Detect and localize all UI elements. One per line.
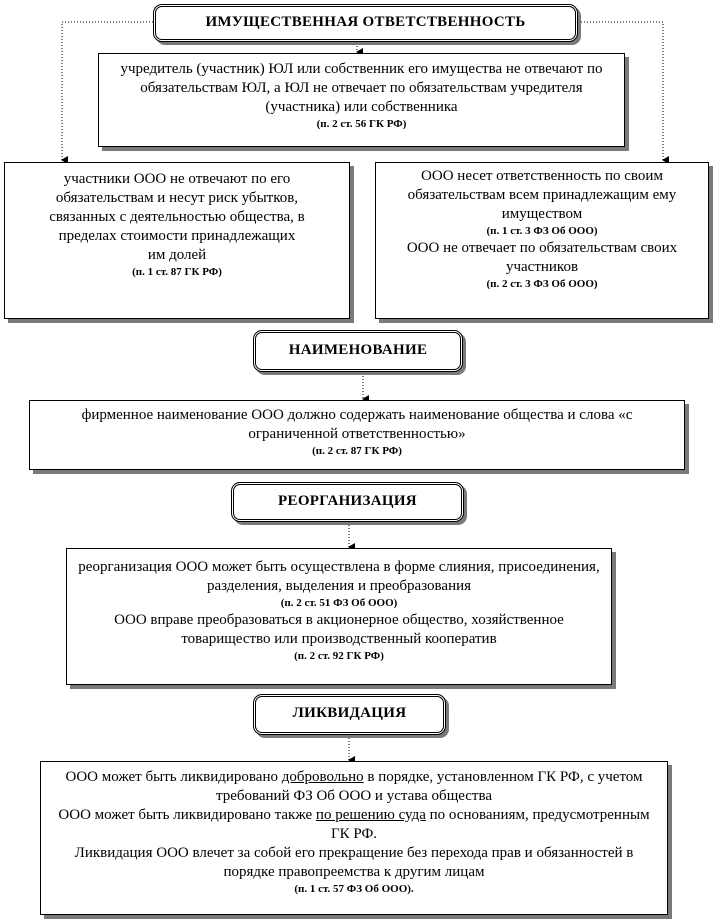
header-liquidation	[253, 694, 446, 735]
liquidation-p2-underlined: по решению суда	[315, 807, 426, 823]
liability-right-ref2: (п. 2 ст. 3 ФЗ Об ООО)	[486, 278, 598, 290]
name-box	[29, 400, 685, 470]
liquidation-p2-a: ООО может быть ликвидировано также	[58, 807, 316, 823]
header-name	[253, 330, 463, 372]
liquidation-ref: (п. 1 ст. 57 ФЗ Об ООО).	[294, 883, 414, 895]
liability-top-box	[98, 53, 625, 147]
liability-right-ref1: (п. 1 ст. 3 ФЗ Об ООО)	[486, 225, 598, 237]
reorganization-ref2: (п. 2 ст. 92 ГК РФ)	[294, 650, 384, 662]
liquidation-p2	[51, 806, 657, 844]
liquidation-p3: Ликвидация ООО влечет за собой его прекращение без перехода прав и обязанностей в порядке правопреемства к другим лицам	[74, 845, 634, 880]
liquidation-p1	[51, 768, 657, 806]
liability-top-ref: (п. 2 ст. 56 ГК РФ)	[316, 118, 407, 130]
reorganization-text1: реорганизация ООО может быть осуществлена в форме слияния, присоединения, разделения, выделения и преобразования	[78, 559, 600, 594]
header-name-title: НАИМЕНОВАНИЕ	[288, 342, 428, 358]
liquidation-p2-b: по основаниям, предусмотренным ГК РФ.	[330, 807, 650, 842]
reorganization-text2: ООО вправе преобразоваться в акционерное общество, хозяйственное товарищество или производственный кооператив	[114, 612, 564, 647]
liability-top-text: учредитель (участник) ЮЛ или собственник его имущества не отвечают по обязательствам ЮЛ, а ЮЛ не отвечает по обязательствам учредителя (участника) или собственника	[120, 61, 603, 115]
liability-left-ref: (п. 1 ст. 87 ГК РФ)	[132, 266, 222, 278]
header-liquidation-title: ЛИКВИДАЦИЯ	[292, 705, 407, 721]
name-ref: (п. 2 ст. 87 ГК РФ)	[312, 445, 402, 457]
header-liability	[153, 4, 578, 42]
liability-left-text: участники ООО не отвечают по его обязательствам и несут риск убытков, связанных с деятельностью общества, в пределах стоимости принадлежащих им долей	[49, 171, 305, 263]
liability-right-box	[375, 162, 709, 319]
liability-left-box	[4, 162, 350, 319]
liability-right-text1: ООО несет ответственность по своим обязательствам всем принадлежащим ему имуществом	[407, 168, 677, 222]
name-text: фирменное наименование ООО должно содержать наименование общества и слова «с ограниченной ответственностью»	[81, 407, 633, 442]
liquidation-box	[40, 761, 668, 915]
liquidation-p1-underlined: добровольно	[281, 769, 364, 785]
liability-right-text2: ООО не отвечает по обязательствам своих участников	[406, 240, 678, 275]
header-liability-title: ИМУЩЕСТВЕННАЯ ОТВЕТСТВЕННОСТЬ	[205, 14, 526, 30]
reorganization-box	[66, 548, 612, 685]
header-reorganization-title: РЕОРГАНИЗАЦИЯ	[278, 493, 417, 509]
liquidation-p1-a: ООО может быть ликвидировано	[65, 769, 282, 785]
header-reorganization	[231, 482, 464, 522]
liquidation-p1-b: в порядке, установленном ГК РФ, с учетом требований ФЗ Об ООО и устава общества	[215, 769, 643, 804]
reorganization-ref1: (п. 2 ст. 51 ФЗ Об ООО)	[280, 597, 398, 609]
